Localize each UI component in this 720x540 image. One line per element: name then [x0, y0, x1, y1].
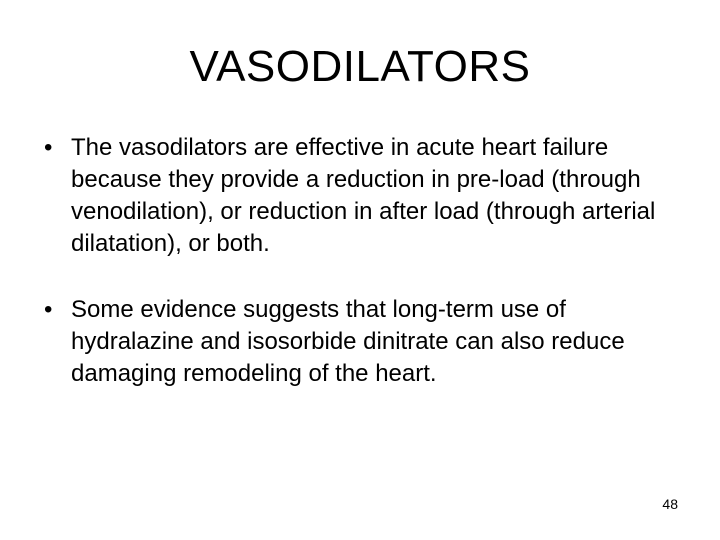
page-number: 48 [662, 496, 678, 512]
bullet-item [44, 132, 684, 260]
bullet-icon: • [44, 134, 53, 161]
slide-title: VASODILATORS [189, 42, 531, 91]
bullet-icon: • [44, 296, 53, 323]
bullet-item [44, 294, 684, 390]
bullet-text: The vasodilators are effective in acute heart failure because they provide a reduction in pre-load (through venodilation), or reduction in after load (through arterial dilatation), or both. [71, 134, 656, 257]
bullet-list [44, 132, 684, 424]
bullet-text: Some evidence suggests that long-term use of hydralazine and isosorbide dinitrate can also reduce damaging remodeling of the heart. [71, 296, 625, 387]
